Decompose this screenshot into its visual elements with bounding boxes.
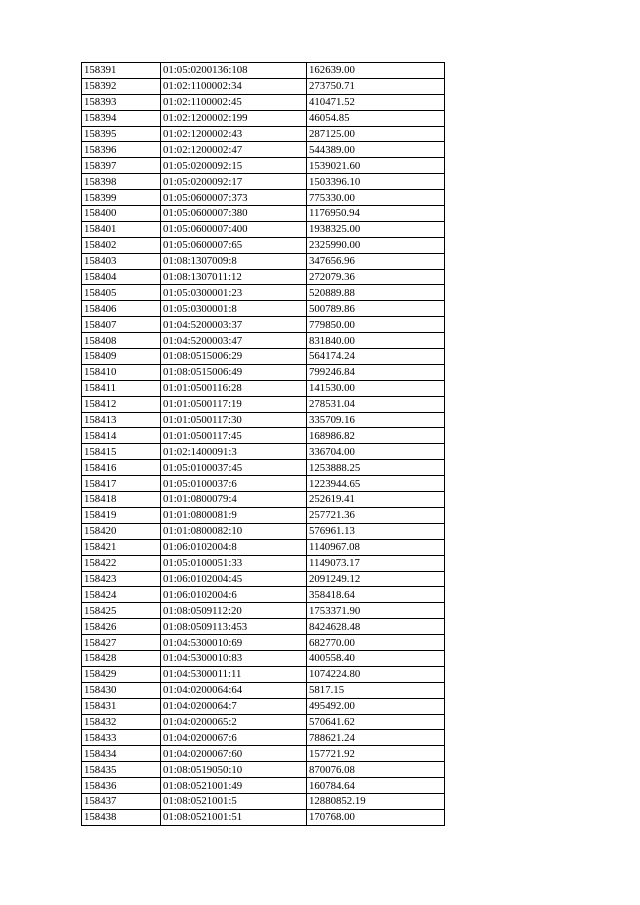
value-cell: 1176950.94 (307, 206, 445, 222)
cadastral-number-cell: 01:04:5300011:11 (161, 666, 307, 682)
table-row (82, 206, 445, 222)
table-row (82, 809, 445, 825)
row-id-cell: 158392 (82, 78, 161, 94)
row-id-cell: 158414 (82, 428, 161, 444)
row-id-cell: 158393 (82, 94, 161, 110)
table-row (82, 476, 445, 492)
table-row (82, 666, 445, 682)
table-row (82, 539, 445, 555)
table-row (82, 523, 445, 539)
cadastral-number-cell: 01:01:0800079:4 (161, 492, 307, 508)
table-row (82, 682, 445, 698)
value-cell: 141530.00 (307, 380, 445, 396)
row-id-cell: 158430 (82, 682, 161, 698)
value-cell: 278531.04 (307, 396, 445, 412)
row-id-cell: 158402 (82, 237, 161, 253)
row-id-cell: 158396 (82, 142, 161, 158)
value-cell: 347656.96 (307, 253, 445, 269)
table-body (82, 63, 445, 826)
cadastral-number-cell: 01:05:0600007:380 (161, 206, 307, 222)
value-cell: 1149073.17 (307, 555, 445, 571)
table-row (82, 571, 445, 587)
cadastral-number-cell: 01:04:0200064:64 (161, 682, 307, 698)
table-row (82, 714, 445, 730)
table-row (82, 78, 445, 94)
row-id-cell: 158426 (82, 619, 161, 635)
cadastral-number-cell: 01:05:0300001:8 (161, 301, 307, 317)
value-cell: 1140967.08 (307, 539, 445, 555)
cadastral-number-cell: 01:04:0200067:60 (161, 746, 307, 762)
cadastral-number-cell: 01:02:1100002:45 (161, 94, 307, 110)
value-cell: 287125.00 (307, 126, 445, 142)
row-id-cell: 158399 (82, 190, 161, 206)
row-id-cell: 158397 (82, 158, 161, 174)
value-cell: 400558.40 (307, 650, 445, 666)
cadastral-number-cell: 01:05:0300001:23 (161, 285, 307, 301)
row-id-cell: 158427 (82, 635, 161, 651)
row-id-cell: 158431 (82, 698, 161, 714)
row-id-cell: 158400 (82, 206, 161, 222)
row-id-cell: 158405 (82, 285, 161, 301)
table-row (82, 619, 445, 635)
cadastral-number-cell: 01:08:0515006:49 (161, 364, 307, 380)
value-cell: 1503396.10 (307, 174, 445, 190)
value-cell: 1753371.90 (307, 603, 445, 619)
cadastral-number-cell: 01:05:0600007:373 (161, 190, 307, 206)
table-row (82, 778, 445, 794)
cadastral-number-cell: 01:05:0100037:6 (161, 476, 307, 492)
value-cell: 170768.00 (307, 809, 445, 825)
table-row (82, 349, 445, 365)
value-cell: 273750.71 (307, 78, 445, 94)
cadastral-number-cell: 01:08:1307009:8 (161, 253, 307, 269)
table-row (82, 746, 445, 762)
data-table (81, 62, 445, 826)
value-cell: 1539021.60 (307, 158, 445, 174)
value-cell: 570641.62 (307, 714, 445, 730)
table-row (82, 412, 445, 428)
row-id-cell: 158411 (82, 380, 161, 396)
table-row (82, 317, 445, 333)
row-id-cell: 158428 (82, 650, 161, 666)
table-row (82, 221, 445, 237)
cadastral-number-cell: 01:04:0200064:7 (161, 698, 307, 714)
cadastral-number-cell: 01:08:0509113:453 (161, 619, 307, 635)
value-cell: 564174.24 (307, 349, 445, 365)
value-cell: 500789.86 (307, 301, 445, 317)
table-row (82, 158, 445, 174)
value-cell: 1938325.00 (307, 221, 445, 237)
value-cell: 257721.36 (307, 507, 445, 523)
row-id-cell: 158436 (82, 778, 161, 794)
table-row (82, 174, 445, 190)
row-id-cell: 158403 (82, 253, 161, 269)
cadastral-number-cell: 01:04:0200065:2 (161, 714, 307, 730)
value-cell: 1223944.65 (307, 476, 445, 492)
value-cell: 160784.64 (307, 778, 445, 794)
table-row (82, 142, 445, 158)
cadastral-number-cell: 01:05:0100037:45 (161, 460, 307, 476)
value-cell: 46054.85 (307, 110, 445, 126)
table-row (82, 460, 445, 476)
row-id-cell: 158420 (82, 523, 161, 539)
cadastral-number-cell: 01:08:0521001:5 (161, 793, 307, 809)
cadastral-number-cell: 01:01:0500117:19 (161, 396, 307, 412)
value-cell: 870076.08 (307, 762, 445, 778)
cadastral-number-cell: 01:04:5200003:47 (161, 333, 307, 349)
value-cell: 168986.82 (307, 428, 445, 444)
cadastral-number-cell: 01:05:0100051:33 (161, 555, 307, 571)
cadastral-number-cell: 01:08:1307011:12 (161, 269, 307, 285)
row-id-cell: 158418 (82, 492, 161, 508)
row-id-cell: 158416 (82, 460, 161, 476)
value-cell: 544389.00 (307, 142, 445, 158)
table-row (82, 507, 445, 523)
table-row (82, 380, 445, 396)
table-row (82, 428, 445, 444)
row-id-cell: 158437 (82, 793, 161, 809)
cadastral-number-cell: 01:01:0500117:45 (161, 428, 307, 444)
table-row (82, 301, 445, 317)
cadastral-number-cell: 01:06:0102004:6 (161, 587, 307, 603)
cadastral-number-cell: 01:02:1200002:47 (161, 142, 307, 158)
table-row (82, 635, 445, 651)
table-row (82, 190, 445, 206)
row-id-cell: 158410 (82, 364, 161, 380)
value-cell: 788621.24 (307, 730, 445, 746)
cadastral-number-cell: 01:06:0102004:8 (161, 539, 307, 555)
row-id-cell: 158407 (82, 317, 161, 333)
value-cell: 8424628.48 (307, 619, 445, 635)
table-row (82, 793, 445, 809)
value-cell: 252619.41 (307, 492, 445, 508)
row-id-cell: 158406 (82, 301, 161, 317)
row-id-cell: 158409 (82, 349, 161, 365)
row-id-cell: 158408 (82, 333, 161, 349)
row-id-cell: 158423 (82, 571, 161, 587)
table-row (82, 492, 445, 508)
row-id-cell: 158419 (82, 507, 161, 523)
row-id-cell: 158415 (82, 444, 161, 460)
cadastral-number-cell: 01:05:0200092:15 (161, 158, 307, 174)
value-cell: 157721.92 (307, 746, 445, 762)
table-row (82, 555, 445, 571)
cadastral-number-cell: 01:01:0800082:10 (161, 523, 307, 539)
row-id-cell: 158438 (82, 809, 161, 825)
value-cell: 335709.16 (307, 412, 445, 428)
value-cell: 410471.52 (307, 94, 445, 110)
table-row (82, 650, 445, 666)
value-cell: 12880852.19 (307, 793, 445, 809)
row-id-cell: 158412 (82, 396, 161, 412)
row-id-cell: 158424 (82, 587, 161, 603)
table-row (82, 126, 445, 142)
row-id-cell: 158413 (82, 412, 161, 428)
table-row (82, 730, 445, 746)
table-row (82, 253, 445, 269)
cadastral-number-cell: 01:04:5200003:37 (161, 317, 307, 333)
row-id-cell: 158429 (82, 666, 161, 682)
cadastral-number-cell: 01:08:0519050:10 (161, 762, 307, 778)
cadastral-number-cell: 01:05:0600007:65 (161, 237, 307, 253)
table-row (82, 396, 445, 412)
value-cell: 272079.36 (307, 269, 445, 285)
table-row (82, 762, 445, 778)
value-cell: 779850.00 (307, 317, 445, 333)
row-id-cell: 158425 (82, 603, 161, 619)
cadastral-number-cell: 01:05:0600007:400 (161, 221, 307, 237)
row-id-cell: 158422 (82, 555, 161, 571)
value-cell: 2091249.12 (307, 571, 445, 587)
cadastral-number-cell: 01:02:1200002:199 (161, 110, 307, 126)
table-row (82, 285, 445, 301)
cadastral-number-cell: 01:08:0521001:51 (161, 809, 307, 825)
value-cell: 1074224.80 (307, 666, 445, 682)
row-id-cell: 158401 (82, 221, 161, 237)
cadastral-number-cell: 01:08:0521001:49 (161, 778, 307, 794)
row-id-cell: 158435 (82, 762, 161, 778)
table-row (82, 94, 445, 110)
value-cell: 775330.00 (307, 190, 445, 206)
value-cell: 336704.00 (307, 444, 445, 460)
value-cell: 1253888.25 (307, 460, 445, 476)
row-id-cell: 158394 (82, 110, 161, 126)
value-cell: 162639.00 (307, 63, 445, 79)
table-row (82, 237, 445, 253)
cadastral-number-cell: 01:04:0200067:6 (161, 730, 307, 746)
value-cell: 682770.00 (307, 635, 445, 651)
table-row (82, 269, 445, 285)
cadastral-number-cell: 01:04:5300010:69 (161, 635, 307, 651)
row-id-cell: 158395 (82, 126, 161, 142)
table-row (82, 603, 445, 619)
table-row (82, 587, 445, 603)
cadastral-number-cell: 01:02:1200002:43 (161, 126, 307, 142)
cadastral-number-cell: 01:01:0500116:28 (161, 380, 307, 396)
value-cell: 358418.64 (307, 587, 445, 603)
table-row (82, 110, 445, 126)
cadastral-number-cell: 01:06:0102004:45 (161, 571, 307, 587)
table-row (82, 63, 445, 79)
cadastral-number-cell: 01:08:0509112:20 (161, 603, 307, 619)
row-id-cell: 158434 (82, 746, 161, 762)
value-cell: 520889.88 (307, 285, 445, 301)
cadastral-number-cell: 01:02:1400091:3 (161, 444, 307, 460)
row-id-cell: 158391 (82, 63, 161, 79)
table-row (82, 444, 445, 460)
row-id-cell: 158417 (82, 476, 161, 492)
value-cell: 831840.00 (307, 333, 445, 349)
cadastral-number-cell: 01:05:0200136:108 (161, 63, 307, 79)
value-cell: 495492.00 (307, 698, 445, 714)
table-row (82, 333, 445, 349)
value-cell: 576961.13 (307, 523, 445, 539)
row-id-cell: 158404 (82, 269, 161, 285)
cadastral-number-cell: 01:01:0800081:9 (161, 507, 307, 523)
cadastral-number-cell: 01:04:5300010:83 (161, 650, 307, 666)
cadastral-number-cell: 01:05:0200092:17 (161, 174, 307, 190)
table-row (82, 698, 445, 714)
row-id-cell: 158433 (82, 730, 161, 746)
cadastral-number-cell: 01:02:1100002:34 (161, 78, 307, 94)
value-cell: 799246.84 (307, 364, 445, 380)
row-id-cell: 158432 (82, 714, 161, 730)
value-cell: 2325990.00 (307, 237, 445, 253)
value-cell: 5817.15 (307, 682, 445, 698)
row-id-cell: 158398 (82, 174, 161, 190)
cadastral-number-cell: 01:08:0515006:29 (161, 349, 307, 365)
row-id-cell: 158421 (82, 539, 161, 555)
table-row (82, 364, 445, 380)
cadastral-number-cell: 01:01:0500117:30 (161, 412, 307, 428)
